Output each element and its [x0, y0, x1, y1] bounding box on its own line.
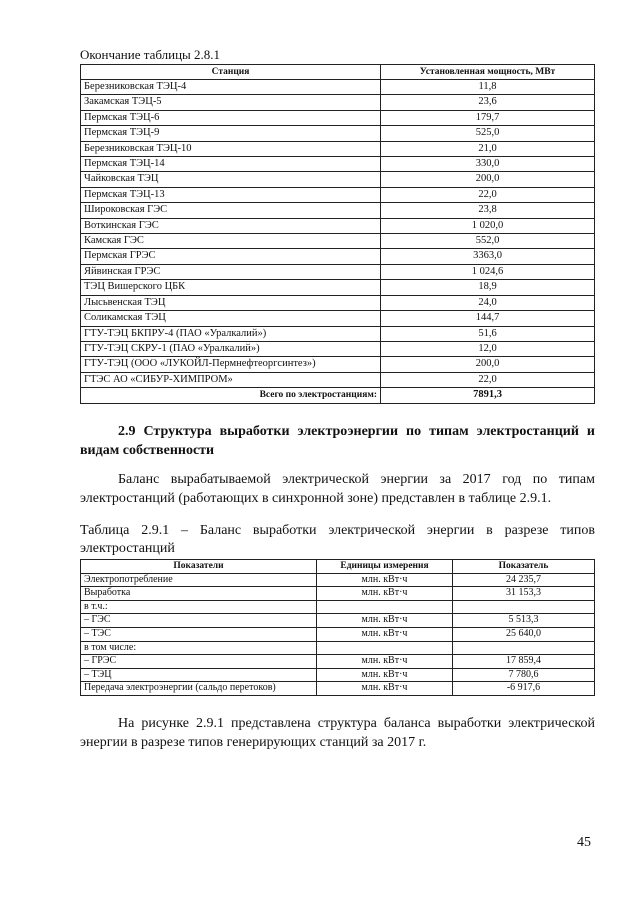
station-capacity: 3363,0	[381, 249, 595, 264]
table-row	[81, 326, 595, 341]
station-name: Чайковская ТЭЦ	[81, 172, 381, 187]
station-capacity: 11,8	[381, 80, 595, 95]
station-capacity: 1 024,6	[381, 264, 595, 279]
stations-table-body	[81, 80, 595, 388]
indicator-name: Выработка	[81, 587, 317, 601]
table-row	[81, 280, 595, 295]
station-capacity: 179,7	[381, 110, 595, 125]
table-header-row	[81, 560, 595, 574]
section-number: 2.9	[118, 424, 136, 439]
station-name: ГТУ-ТЭЦ (ООО «ЛУКОЙЛ-Пермнефтеоргсинтез»)	[81, 357, 381, 372]
station-capacity: 21,0	[381, 141, 595, 156]
indicator-value: 24 235,7	[453, 573, 595, 587]
indicator-value: -6 917,6	[453, 682, 595, 696]
balance-table	[80, 559, 595, 696]
station-capacity: 1 020,0	[381, 218, 595, 233]
indicator-name: в том числе:	[81, 641, 317, 655]
station-capacity: 22,0	[381, 187, 595, 202]
indicator-value: 31 153,3	[453, 587, 595, 601]
indicator-units: млн. кВт·ч	[317, 627, 453, 641]
table-row	[81, 218, 595, 233]
station-name: Яйвинская ГРЭС	[81, 264, 381, 279]
balance-table-body	[81, 573, 595, 695]
station-capacity: 200,0	[381, 357, 595, 372]
station-capacity: 51,6	[381, 326, 595, 341]
station-capacity: 144,7	[381, 311, 595, 326]
station-name: Березниковская ТЭЦ-10	[81, 141, 381, 156]
station-name: Пермская ГРЭС	[81, 249, 381, 264]
paragraph-2: На рисунке 2.9.1 представлена структура баланса выработки электрической энергии в разрезе типов генерирующих станций за 2017 г.	[80, 716, 595, 750]
station-capacity: 24,0	[381, 295, 595, 310]
indicator-name: в т.ч.:	[81, 600, 317, 614]
table-row	[81, 80, 595, 95]
station-capacity: 23,6	[381, 95, 595, 110]
indicator-units: млн. кВт·ч	[317, 668, 453, 682]
table-row	[81, 682, 595, 696]
table-row	[81, 203, 595, 218]
table-row	[81, 573, 595, 587]
page-number: 45	[577, 835, 591, 850]
column-header-capacity: Установленная мощность, МВт	[381, 65, 595, 80]
indicator-name: – ГЭС	[81, 614, 317, 628]
station-name: Пермская ТЭЦ-14	[81, 157, 381, 172]
station-name: ГТУ-ТЭЦ СКРУ-1 (ПАО «Уралкалий»)	[81, 341, 381, 356]
indicator-units: млн. кВт·ч	[317, 655, 453, 669]
indicator-units: млн. кВт·ч	[317, 614, 453, 628]
station-capacity: 18,9	[381, 280, 595, 295]
indicator-value: 17 859,4	[453, 655, 595, 669]
station-name: Широковская ГЭС	[81, 203, 381, 218]
station-name: Березниковская ТЭЦ-4	[81, 80, 381, 95]
indicator-units	[317, 641, 453, 655]
table-row	[81, 587, 595, 601]
stations-table	[80, 64, 595, 404]
station-name: ГТЭС АО «СИБУР-ХИМПРОМ»	[81, 372, 381, 387]
indicator-name: – ГРЭС	[81, 655, 317, 669]
indicator-value	[453, 641, 595, 655]
indicator-value: 5 513,3	[453, 614, 595, 628]
table-row	[81, 141, 595, 156]
table-row	[81, 234, 595, 249]
table-row	[81, 357, 595, 372]
table1-caption: Окончание таблицы 2.8.1	[80, 47, 221, 62]
station-name: Закамская ТЭЦ-5	[81, 95, 381, 110]
table-header-row	[81, 65, 595, 80]
indicator-name: – ТЭЦ	[81, 668, 317, 682]
total-label: Всего по электростанциям:	[81, 388, 381, 403]
column-header-value: Показатель	[453, 560, 595, 574]
table-row	[81, 372, 595, 387]
table-row	[81, 341, 595, 356]
table-row	[81, 668, 595, 682]
station-name: Воткинская ГЭС	[81, 218, 381, 233]
station-name: Пермская ТЭЦ-13	[81, 187, 381, 202]
total-row	[81, 388, 595, 403]
indicator-name: Передача электроэнергии (сальдо перетоков)	[81, 682, 317, 696]
table-row	[81, 627, 595, 641]
column-header-indicator: Показатели	[81, 560, 317, 574]
paragraph-1: Баланс вырабатываемой электрической энергии за 2017 год по типам электростанций (работающих в синхронной зоне) представлен в таблице 2.9.1.	[80, 472, 595, 506]
table-row	[81, 187, 595, 202]
indicator-value: 7 780,6	[453, 668, 595, 682]
column-header-station: Станция	[81, 65, 381, 80]
indicator-name: – ТЭС	[81, 627, 317, 641]
table-row	[81, 172, 595, 187]
table-row	[81, 295, 595, 310]
table-row	[81, 249, 595, 264]
section-heading	[80, 422, 595, 460]
table-row	[81, 614, 595, 628]
station-capacity: 525,0	[381, 126, 595, 141]
table-row	[81, 110, 595, 125]
table-row	[81, 600, 595, 614]
station-name: Лысьвенская ТЭЦ	[81, 295, 381, 310]
station-name: ТЭЦ Вишерского ЦБК	[81, 280, 381, 295]
table-row	[81, 157, 595, 172]
indicator-units: млн. кВт·ч	[317, 682, 453, 696]
table-row	[81, 311, 595, 326]
indicator-units	[317, 600, 453, 614]
table2-caption: Таблица 2.9.1 – Баланс выработки электрической энергии в разрезе типов электростанций	[80, 523, 595, 556]
column-header-units: Единицы измерения	[317, 560, 453, 574]
section-title: Структура выработки электроэнергии по типам электростанций и видам собственности	[80, 424, 595, 458]
indicator-name: Электропотребление	[81, 573, 317, 587]
station-name: Камская ГЭС	[81, 234, 381, 249]
table-row	[81, 95, 595, 110]
table-row	[81, 264, 595, 279]
indicator-value: 25 640,0	[453, 627, 595, 641]
station-capacity: 552,0	[381, 234, 595, 249]
station-capacity: 23,8	[381, 203, 595, 218]
indicator-units: млн. кВт·ч	[317, 587, 453, 601]
indicator-value	[453, 600, 595, 614]
indicator-units: млн. кВт·ч	[317, 573, 453, 587]
station-capacity: 200,0	[381, 172, 595, 187]
table-row	[81, 655, 595, 669]
table-row	[81, 641, 595, 655]
table-row	[81, 126, 595, 141]
station-capacity: 330,0	[381, 157, 595, 172]
station-name: Соликамская ТЭЦ	[81, 311, 381, 326]
station-name: Пермская ТЭЦ-6	[81, 110, 381, 125]
station-name: ГТУ-ТЭЦ БКПРУ-4 (ПАО «Уралкалий»)	[81, 326, 381, 341]
station-capacity: 22,0	[381, 372, 595, 387]
station-capacity: 12,0	[381, 341, 595, 356]
total-value: 7891,3	[381, 388, 595, 403]
station-name: Пермская ТЭЦ-9	[81, 126, 381, 141]
